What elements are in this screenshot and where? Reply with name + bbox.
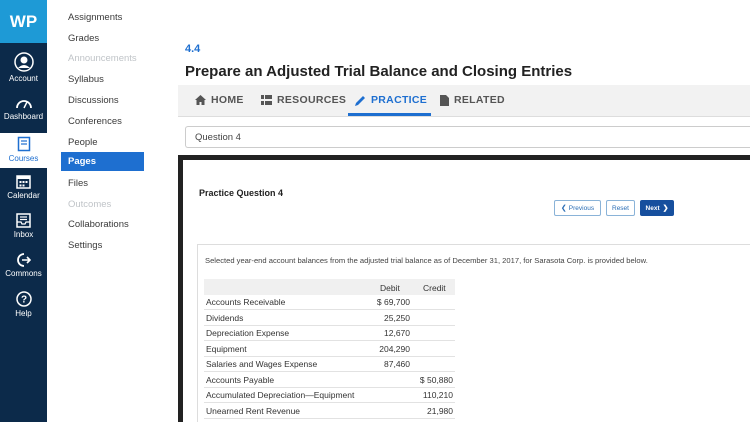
- practice-heading: Practice Question 4: [199, 188, 284, 198]
- global-nav-label: Inbox: [13, 230, 34, 239]
- credit-value: $ 50,880: [419, 374, 453, 385]
- account-name: Accumulated Depreciation—Equipment: [206, 390, 355, 400]
- tab-label: RELATED: [454, 94, 505, 106]
- course-nav-files[interactable]: Files: [68, 178, 89, 189]
- commons-icon: [16, 253, 31, 267]
- tab-label: RESOURCES: [277, 94, 347, 106]
- global-nav-label: Courses: [8, 154, 39, 163]
- course-nav: [47, 0, 157, 422]
- credit-value: 21,980: [427, 405, 453, 416]
- table-row: [204, 326, 455, 341]
- table-row: [204, 311, 455, 326]
- active-tab-indicator: [348, 113, 431, 116]
- course-nav-collaborations[interactable]: Collaborations: [68, 219, 129, 230]
- tab-label: PRACTICE: [371, 94, 428, 106]
- course-nav-discussions[interactable]: Discussions: [68, 95, 119, 106]
- grid-icon: [261, 95, 272, 105]
- account-name: Salaries and Wages Expense: [206, 359, 318, 369]
- reset-button[interactable]: Reset: [606, 200, 635, 216]
- previous-button[interactable]: [554, 200, 601, 216]
- wp-logo[interactable]: WP: [0, 0, 47, 43]
- debit-value: 87,460: [384, 359, 410, 369]
- debit-value: 25,250: [384, 312, 410, 323]
- debit-value: 12,670: [384, 328, 410, 338]
- global-nav-dashboard[interactable]: [0, 96, 47, 121]
- debit-value: 204,290: [379, 343, 410, 354]
- global-nav-label: Account: [9, 74, 38, 83]
- global-nav-label: Commons: [5, 269, 42, 278]
- global-nav-help[interactable]: [0, 291, 47, 318]
- credit-value: 110,210: [422, 390, 453, 400]
- home-icon: [195, 95, 206, 105]
- table-row: [204, 357, 455, 372]
- global-nav-account[interactable]: [0, 52, 47, 83]
- course-nav-grades[interactable]: Grades: [68, 33, 100, 44]
- previous-label: Previous: [568, 204, 595, 212]
- next-label: Next: [645, 204, 660, 212]
- calendar-icon: [16, 174, 31, 189]
- account-name: Depreciation Expense: [206, 328, 290, 338]
- account-name: Accounts Receivable: [206, 297, 286, 307]
- question-select[interactable]: Question 4: [185, 126, 750, 148]
- global-nav-calendar[interactable]: [0, 174, 47, 200]
- account-name: Unearned Rent Revenue: [206, 405, 301, 416]
- debit-header: Debit: [380, 283, 400, 293]
- course-nav-announcements: Announcements: [68, 53, 137, 64]
- account-name: Accounts Payable: [206, 374, 275, 385]
- global-nav: [0, 0, 47, 422]
- pencil-icon: [355, 95, 366, 106]
- inbox-icon: [16, 213, 31, 228]
- course-nav-people[interactable]: People: [68, 137, 98, 148]
- table-row: [204, 388, 455, 403]
- global-nav-commons[interactable]: [0, 253, 47, 278]
- global-nav-label: Calendar: [7, 191, 40, 200]
- table-row: [204, 373, 455, 388]
- table-header: [204, 279, 455, 295]
- next-button[interactable]: [640, 200, 674, 216]
- global-nav-label: Dashboard: [3, 112, 44, 121]
- svg-text:?: ?: [20, 294, 27, 306]
- page-title: Prepare an Adjusted Trial Balance and Closing Entries: [185, 63, 573, 80]
- tab-home[interactable]: [195, 94, 244, 106]
- account-name: Dividends: [206, 312, 244, 323]
- global-nav-label: Help: [15, 309, 32, 318]
- account-icon: [14, 52, 34, 72]
- global-nav-courses[interactable]: [0, 133, 47, 168]
- credit-header: Credit: [423, 283, 446, 293]
- tab-related[interactable]: [440, 94, 505, 106]
- account-name: Equipment: [206, 343, 247, 354]
- tab-label: HOME: [211, 94, 244, 106]
- section-number: 4.4: [185, 43, 201, 55]
- document-icon: [440, 95, 449, 106]
- table-row: [204, 342, 455, 357]
- chevron-right-icon: ❯: [662, 205, 669, 212]
- course-nav-outcomes: Outcomes: [68, 199, 112, 210]
- course-nav-assignments[interactable]: Assignments: [68, 12, 123, 23]
- course-nav-conferences[interactable]: Conferences: [68, 116, 122, 127]
- course-nav-syllabus[interactable]: Syllabus: [68, 74, 104, 85]
- debit-value: $ 69,700: [376, 297, 410, 307]
- tab-practice[interactable]: [355, 94, 427, 106]
- course-nav-settings[interactable]: Settings: [68, 240, 103, 251]
- course-nav-pages[interactable]: Pages: [61, 152, 144, 171]
- help-icon: [16, 291, 32, 307]
- global-nav-inbox[interactable]: [0, 213, 47, 239]
- table-row: [204, 295, 455, 310]
- tab-resources[interactable]: [261, 94, 346, 106]
- courses-icon: [17, 136, 31, 152]
- table-row: [204, 404, 455, 419]
- dashboard-icon: [15, 96, 33, 110]
- chevron-left-icon: ❮: [560, 205, 567, 212]
- question-prompt: Selected year-end account balances from the adjusted trial balance as of December 31, 2017, for Sarasota Corp. is provided below.: [205, 256, 648, 265]
